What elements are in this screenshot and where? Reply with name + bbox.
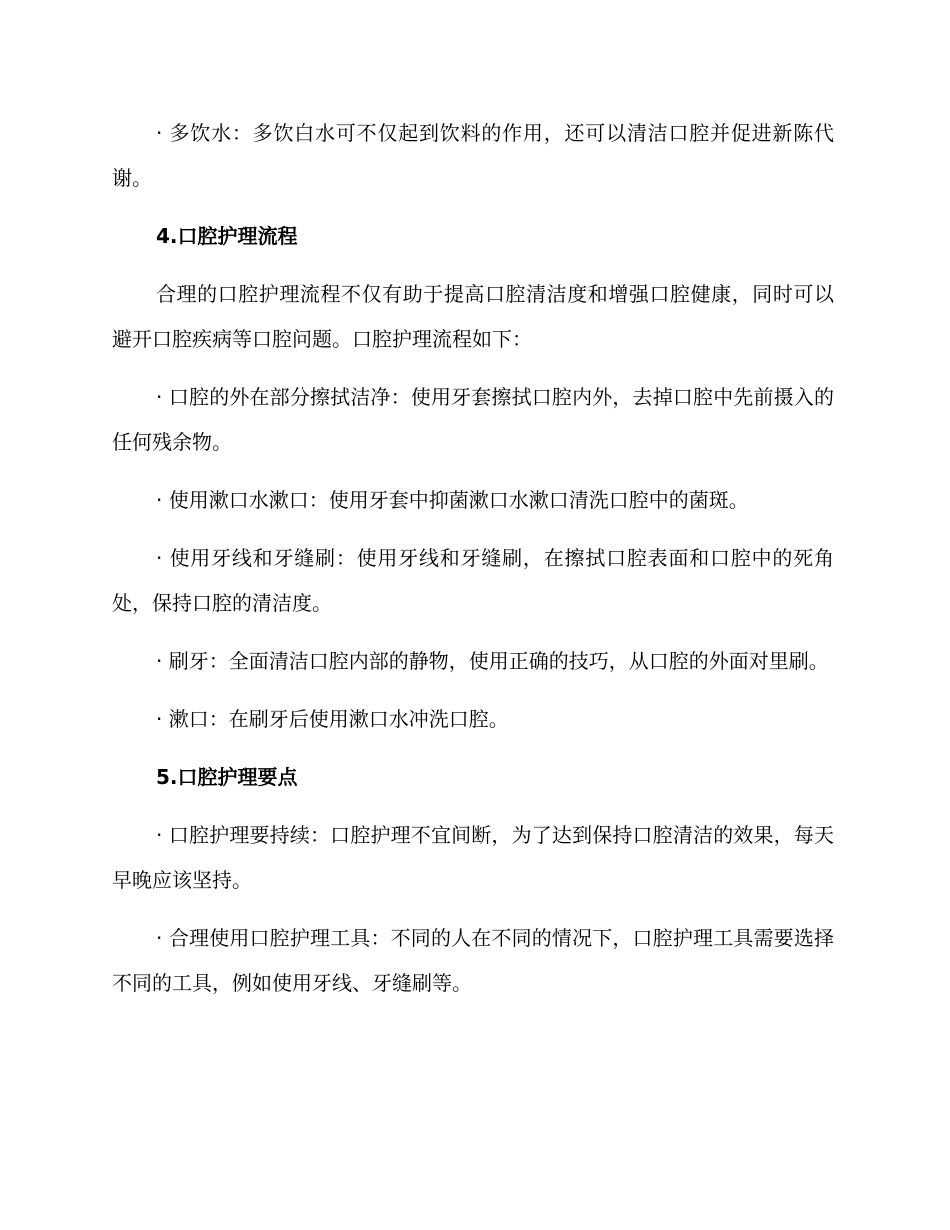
- bullet-mouthwash-rinse: · 使用漱口水漱口：使用牙套中抑菌漱口水漱口清洗口腔中的菌斑。: [156, 488, 749, 512]
- bullet-keep-consistent: · 口腔护理要持续：口腔护理不宜间断，为了达到保持口腔清洁的效果，每天早晚应该坚持。: [112, 823, 834, 892]
- bullet-wipe-exterior: · 口腔的外在部分擦拭洁净：使用牙套擦拭口腔内外，去掉口腔中先前摄入的任何残余物。: [112, 385, 834, 454]
- section-heading-oral-care-process: 4.口腔护理流程: [156, 224, 298, 248]
- bullet-floss-interdental-brush: · 使用牙线和牙缝刷：使用牙线和牙缝刷，在擦拭口腔表面和口腔中的死角处，保持口腔的清洁度。: [112, 546, 834, 615]
- bullet-use-tools-properly: · 合理使用口腔护理工具：不同的人在不同的情况下，口腔护理工具需要选择不同的工具，例如使用牙线、牙缝刷等。: [112, 926, 834, 995]
- bullet-rinse-after-brushing: · 漱口：在刷牙后使用漱口水冲洗口腔。: [156, 707, 509, 731]
- section-heading-oral-care-key-points: 5.口腔护理要点: [156, 765, 298, 789]
- bullet-drink-water: · 多饮水：多饮白水可不仅起到饮料的作用，还可以清洁口腔并促进新陈代谢。: [112, 121, 834, 190]
- paragraph-process-intro: 合理的口腔护理流程不仅有助于提高口腔清洁度和增强口腔健康，同时可以避开口腔疾病等口腔问题。口腔护理流程如下：: [112, 282, 834, 351]
- bullet-brush-teeth: · 刷牙：全面清洁口腔内部的静物，使用正确的技巧，从口腔的外面对里刷。: [156, 649, 829, 673]
- document-body: [112, 111, 834, 1019]
